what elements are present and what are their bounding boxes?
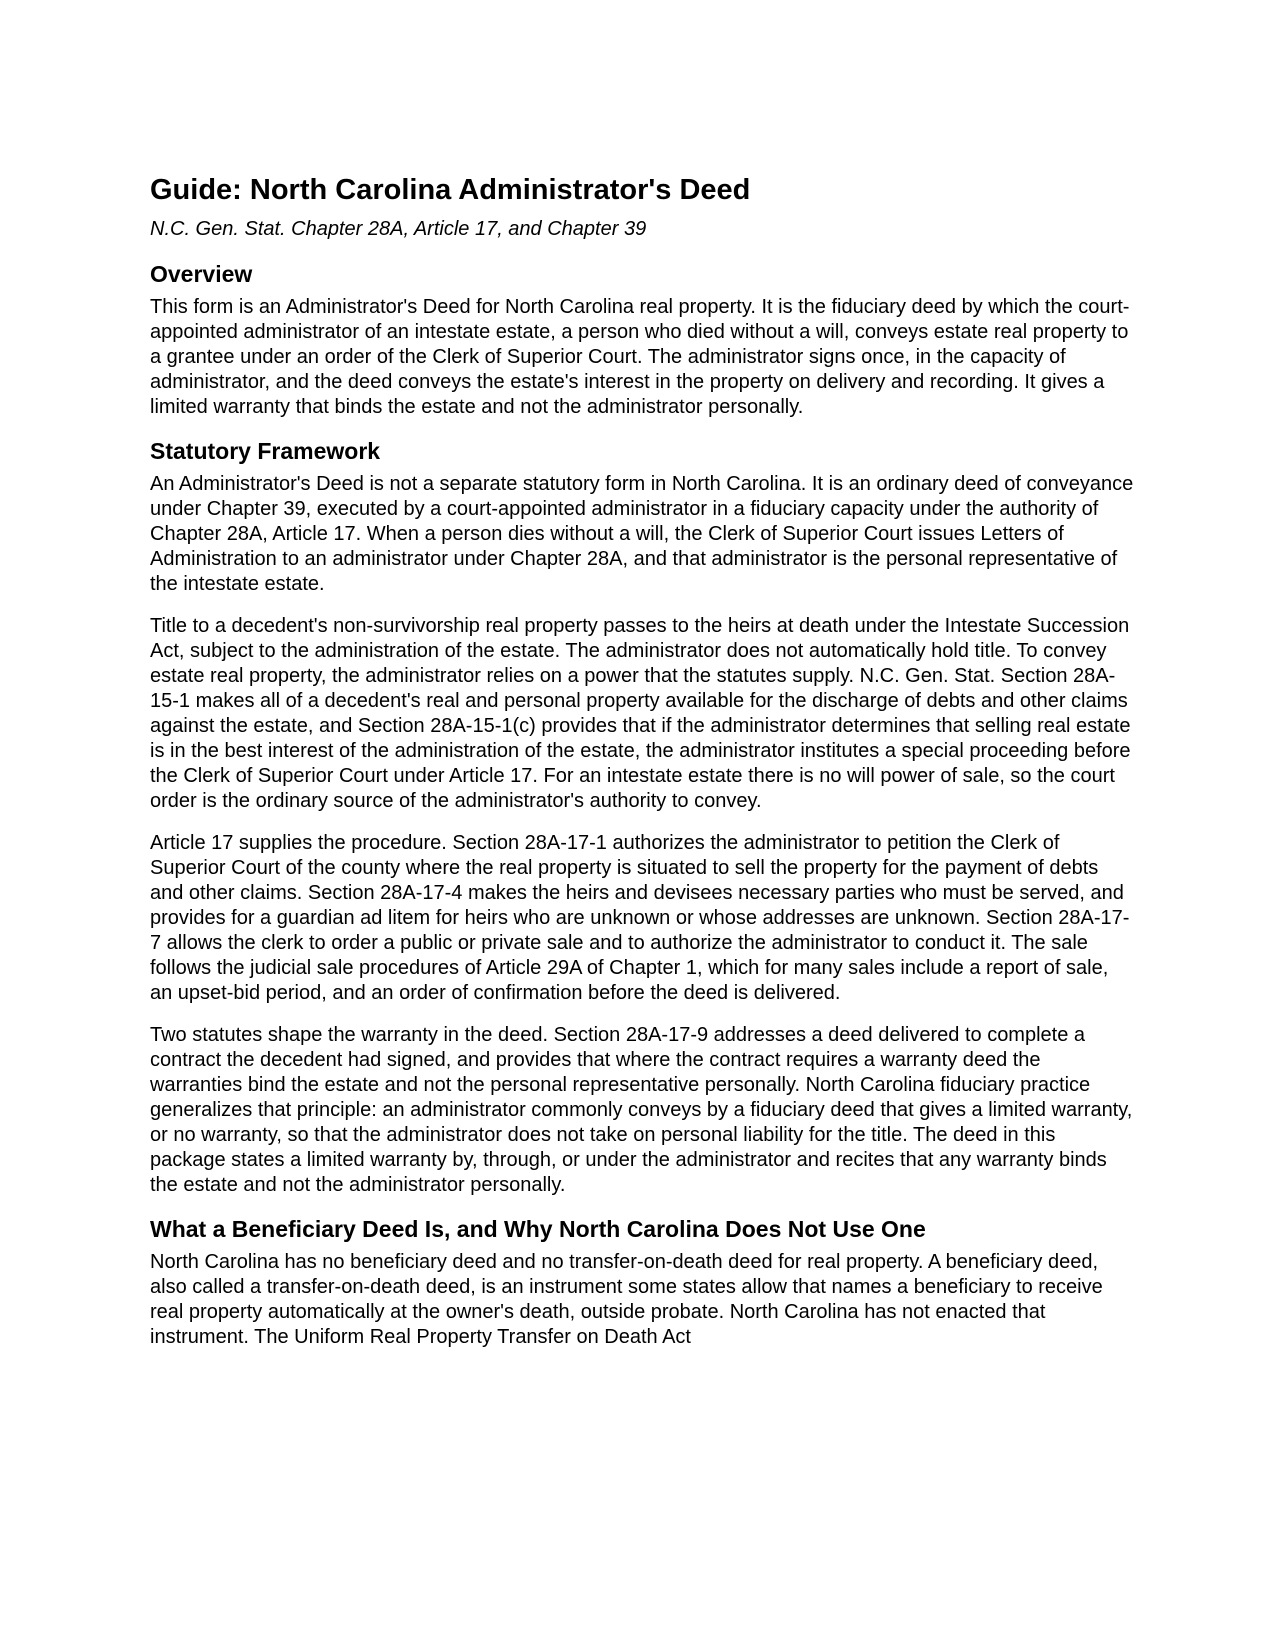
- section-heading: What a Beneficiary Deed Is, and Why North Carolina Does Not Use One: [150, 1216, 926, 1242]
- document-page: [150, 172, 1135, 1367]
- section-heading: Overview: [150, 261, 253, 287]
- section-heading: Statutory Framework: [150, 438, 381, 464]
- section-overview: [150, 260, 1135, 420]
- paragraph: North Carolina has no beneficiary deed and no transfer-on-death deed for real property. A beneficiary deed, also called a transfer-on-death deed, is an instrument some states allow that names a beneficiary to receive real property automatically at the owner's death, outside probate. North Carolina has not enacted that instrument. The Uniform Real Property Transfer on Death Act: [150, 1251, 1103, 1348]
- paragraph: Title to a decedent's non-survivorship real property passes to the heirs at death under the Intestate Succession Act, subject to the administration of the estate. The administrator does not automatically hold title. To convey estate real property, the administrator relies on a power that the statutes supply. N.C. Gen. Stat. Section 28A-15-1 makes all of a decedent's real and personal property available for the discharge of debts and other claims against the estate, and Section 28A-15-1(c) provides that if the administrator determines that selling real estate is in the best interest of the administration of the estate, the administrator institutes a special proceeding before the Clerk of Superior Court under Article 17. For an intestate estate there is no will power of sale, so the court order is the ordinary source of the administrator's authority to convey.: [150, 615, 1131, 812]
- paragraph: This form is an Administrator's Deed for North Carolina real property. It is the fiduciary deed by which the court-appointed administrator of an intestate estate, a person who died without a will, conveys estate real property to a grantee under an order of the Clerk of Superior Court. The administrator signs once, in the capacity of administrator, and the deed conveys the estate's interest in the property on delivery and recording. It gives a limited warranty that binds the estate and not the administrator personally.: [150, 296, 1130, 418]
- paragraph: Article 17 supplies the procedure. Section 28A-17-1 authorizes the administrator to petition the Clerk of Superior Court of the county where the real property is situated to sell the property for the payment of debts and other claims. Section 28A-17-4 makes the heirs and devisees necessary parties who must be served, and provides for a guardian ad litem for heirs who are unknown or whose addresses are unknown. Section 28A-17-7 allows the clerk to order a public or private sale and to authorize the administrator to conduct it. The sale follows the judicial sale procedures of Article 29A of Chapter 1, which for many sales include a report of sale, an upset-bid period, and an order of confirmation before the deed is delivered.: [150, 832, 1130, 1004]
- section-beneficiary-deed: [150, 1215, 1135, 1350]
- document-title: Guide: North Carolina Administrator's Deed: [150, 174, 751, 206]
- document-subtitle: N.C. Gen. Stat. Chapter 28A, Article 17, and Chapter 39: [150, 218, 647, 240]
- paragraph: An Administrator's Deed is not a separate statutory form in North Carolina. It is an ordinary deed of conveyance under Chapter 39, executed by a court-appointed administrator in a fiduciary capacity under the authority of Chapter 28A, Article 17. When a person dies without a will, the Clerk of Superior Court issues Letters of Administration to an administrator under Chapter 28A, and that administrator is the personal representative of the intestate estate.: [150, 473, 1134, 595]
- paragraph: Two statutes shape the warranty in the deed. Section 28A-17-9 addresses a deed delivered to complete a contract the decedent had signed, and provides that where the contract requires a warranty deed the warranties bind the estate and not the personal representative personally. North Carolina fiduciary practice generalizes that principle: an administrator commonly conveys by a fiduciary deed that gives a limited warranty, or no warranty, so that the administrator does not take on personal liability for the title. The deed in this package states a limited warranty by, through, or under the administrator and recites that any warranty binds the estate and not the administrator personally.: [150, 1024, 1133, 1196]
- section-statutory-framework: [150, 437, 1135, 1198]
